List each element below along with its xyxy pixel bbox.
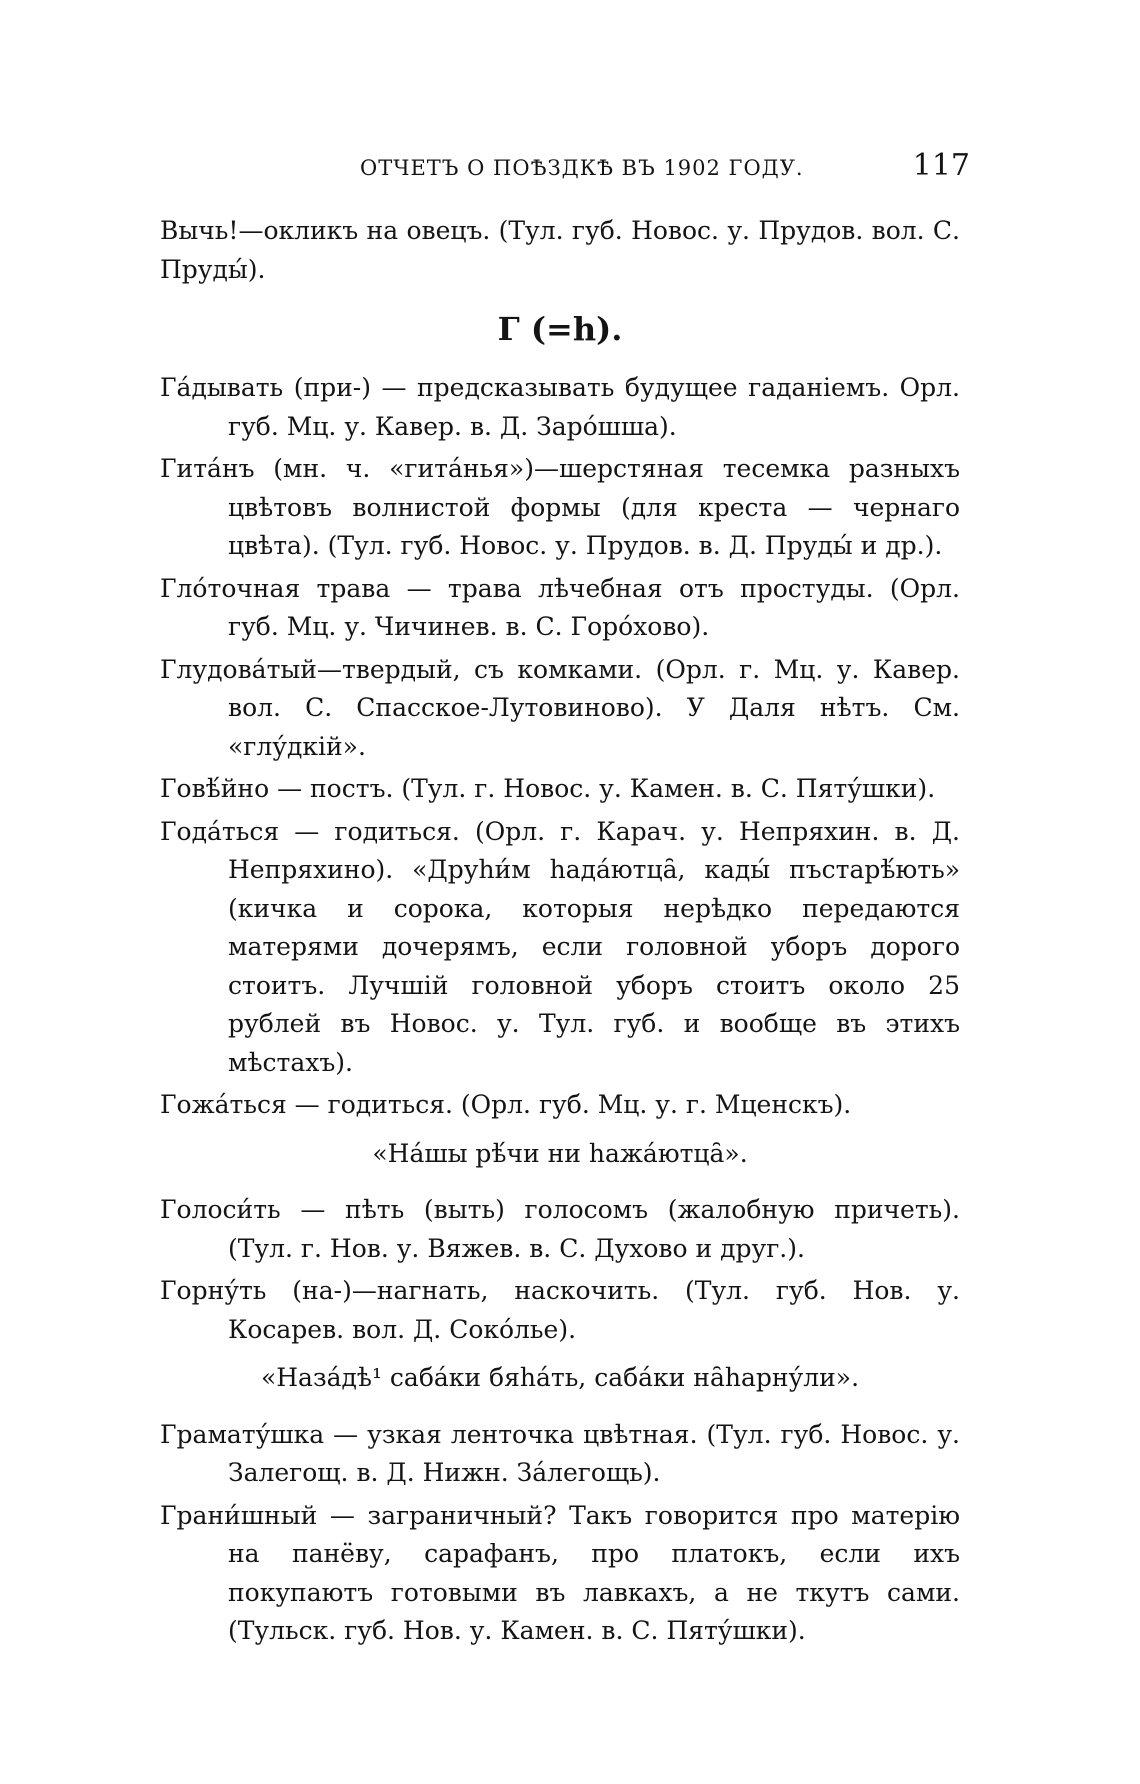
quote-nashy-rechi: «На́шы рѣ́чи ни hажа́ютца̑». xyxy=(372,1138,748,1168)
entry-glotochnaya-trava: Гло́точная трава — трава лѣчебная отъ простуды. (Орл. губ. Мц. у. Чичинев. в. С. Горо́хово). xyxy=(160,573,960,641)
running-title: ОТЧЕТЪ О ПОѢЗДКѢ ВЪ 1902 ГОДУ. xyxy=(360,156,804,180)
entry-gitan: Гита́нъ (мн. ч. «гита́нья»)—шерстяная тесемка разныхъ цвѣтовъ волнистой формы (для креста — чернаго цвѣта). (Тул. губ. Новос. у. Прудов. в. Д. Пруды́ и др.). xyxy=(160,454,960,560)
entry-golosit: Голоси́ть — пѣть (выть) голосомъ (жалобную причеть). (Тул. г. Нов. у. Вяжев. в. С. Духово и друг.). xyxy=(160,1195,960,1263)
dictionary-body xyxy=(160,212,960,1655)
entry-gornut: Горну́ть (на-)—нагнать, наскочить. (Тул. губ. Нов. у. Косарев. вол. Д. Соко́лье). xyxy=(160,1276,960,1344)
entry-gozhatsya: Гожа́ться — годиться. (Орл. губ. Мц. у. г. Мценскъ). xyxy=(160,1090,852,1119)
entry-gramatushka: Грамату́шка — узкая ленточка цвѣтная. (Тул. губ. Новос. у. Залегощ. в. Д. Нижн. За́легощь). xyxy=(160,1419,960,1487)
running-header xyxy=(160,148,970,188)
entry-granishny: Грани́шный — заграничный? Такъ говорится про матерію на панёву, сарафанъ, про платокъ, если ихъ покупаютъ готовыми въ лавкахъ, а не ткутъ сами. (Тульск. губ. Нов. у. Камен. в. С. Пяту́шки). xyxy=(160,1500,960,1645)
entry-vych: Вычь!—окликъ на овецъ. (Тул. губ. Новос. у. Прудов. вол. С. Пруды́). xyxy=(160,216,960,284)
page-number: 117 xyxy=(912,148,970,183)
entry-godatsya: Года́ться — годиться. (Орл. г. Карач. у. Непряхин. в. Д. Непряхино). «Друhи́м hада́ютца̑, кады́ пъстарѣ́ють» (кичка и сорока, которыя нерѣдко передаются матерями дочерямъ, если головной уборъ дорого стоитъ. Лучшій головной уборъ стоитъ около 25 рублей въ Новос. у. Тул. губ. и вообще въ этихъ мѣстахъ). xyxy=(160,816,960,1077)
entry-goveyno: Говѣ́йно — постъ. (Тул. г. Новос. у. Камен. в. С. Пяту́шки). xyxy=(160,774,936,803)
quote-nazade-sabaki: «Наза́дѣ¹ саба́ки бяhа́ть, саба́ки на̑hарну́ли». xyxy=(260,1363,860,1392)
entry-gadyvat: Га́дывать (при-) — предсказывать будущее гаданіемъ. Орл. губ. Мц. у. Кавер. в. Д. Заро́шша). xyxy=(160,373,960,441)
section-heading-g: Г (=h). xyxy=(497,310,623,348)
entry-gludovaty: Глудова́тый—твердый, съ комками. (Орл. г. Мц. у. Кавер. вол. С. Спасское-Лутовиново). У Даля нѣтъ. См. «глу́дкій». xyxy=(160,654,960,761)
